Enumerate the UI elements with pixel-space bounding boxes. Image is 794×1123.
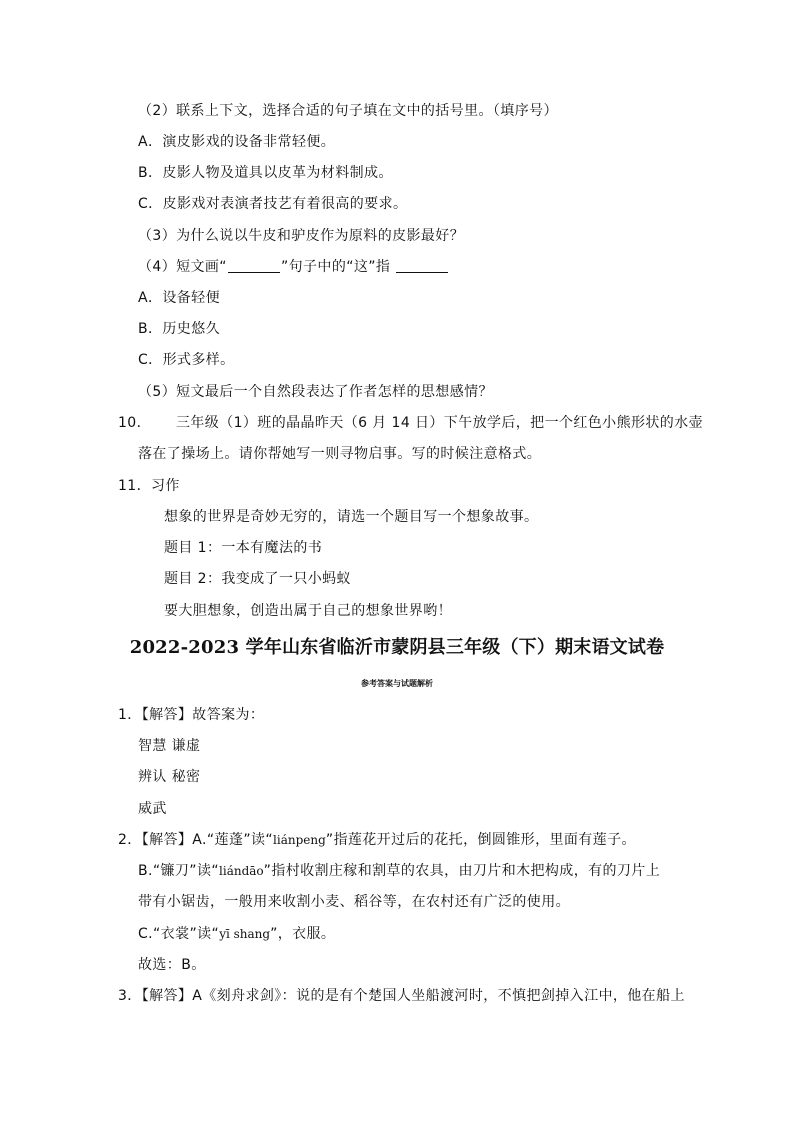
answer-2-head-post: ”指莲花开过后的花托，倒圆锥形，里面有莲子。 — [325, 832, 636, 848]
pinyin-text: liándāo — [219, 864, 264, 878]
pinyin-text: yī shang — [219, 927, 271, 941]
q9-sub2-option-b: B．皮影人物及道具以皮革为材料制成。 — [138, 165, 393, 181]
answer-2-option-c — [138, 924, 335, 944]
answer-2-head-pre: 2．【解答】A.“莲蓬”读“ — [118, 832, 274, 848]
answer-2-option-b-line-2: 带有小锯齿，一般用来收割小麦、稻谷等，在农村还有广泛的使用。 — [138, 894, 570, 910]
q10-line-2: 落在了操场上。请你帮她写一则寻物启事。写的时候注意格式。 — [138, 446, 542, 462]
answer-1-row-1: 智慧 谦虚 — [138, 738, 201, 754]
q10-line-1: 三年级（1）班的晶晶昨天（6 月 14 日）下午放学后，把一个红色小熊形状的水壶 — [176, 415, 703, 431]
answer-blank — [228, 258, 280, 273]
answer-2-c-post: ”，衣服。 — [270, 926, 336, 942]
answer-1-head: 1．【解答】故答案为： — [118, 707, 265, 723]
q9-sub2-option-a: A．演皮影戏的设备非常轻便。 — [138, 134, 336, 150]
q11-heading: 11．习作 — [118, 478, 180, 494]
q11-closing: 要大胆想象，创造出属于自己的想象世界哟！ — [164, 603, 452, 619]
answer-1-row-2: 辨认 秘密 — [138, 769, 201, 785]
answer-2-b-post: ”指村收割庄稼和割草的农具，由刀片和木把构成，有的刀片上 — [263, 863, 661, 879]
answer-section-title: 2022-2023 学年山东省临沂市蒙阴县三年级（下）期末语文试卷 — [129, 637, 665, 658]
answer-2-head — [118, 830, 636, 850]
answer-2-c-pre: C.“衣裳”读“ — [138, 926, 220, 942]
pinyin-text: liánpeng — [273, 833, 326, 847]
answer-2-option-b — [138, 861, 660, 881]
answer-2-b-pre: B.“镰刀”读“ — [138, 863, 220, 879]
answer-3-head: 3．【解答】A《刻舟求剑》：说的是有个楚国人坐船渡河时，不慎把剑掉入江中，他在船上 — [118, 988, 685, 1004]
q9-sub3-prompt: （3）为什么说以牛皮和驴皮作为原料的皮影最好？ — [138, 228, 465, 244]
q9-sub4-option-c: C．形式多样。 — [138, 352, 235, 368]
q9-sub5-prompt: （5）短文最后一个自然段表达了作者怎样的思想感情？ — [138, 384, 493, 400]
q9-sub2-option-c: C．皮影戏对表演者技艺有着很高的要求。 — [138, 196, 408, 212]
answer-1-row-3: 威武 — [138, 801, 167, 817]
q11-topic-1: 题目 1：一本有魔法的书 — [164, 540, 323, 556]
q11-topic-2: 题目 2：我变成了一只小蚂蚁 — [164, 571, 351, 587]
q9-sub4-option-a: A．设备轻便 — [138, 290, 220, 306]
answer-blank — [396, 258, 448, 273]
q9-sub2-prompt: （2）联系上下文，选择合适的句子填在文中的括号里。（填序号） — [138, 103, 558, 119]
answer-section-subtitle: 参考答案与试题解析 — [361, 679, 433, 688]
q9-sub4-option-b: B．历史悠久 — [138, 321, 221, 337]
q9-sub4-middle: ”句子中的“这”指 — [280, 259, 391, 275]
q11-intro: 想象的世界是奇妙无穷的，请选一个题目写一个想象故事。 — [164, 509, 539, 525]
q9-sub4-prompt — [138, 257, 448, 277]
q9-sub4-prefix: （4）短文画“ — [138, 259, 227, 275]
q10-number: 10． — [118, 415, 152, 431]
answer-2-choice: 故选：B。 — [138, 957, 206, 973]
